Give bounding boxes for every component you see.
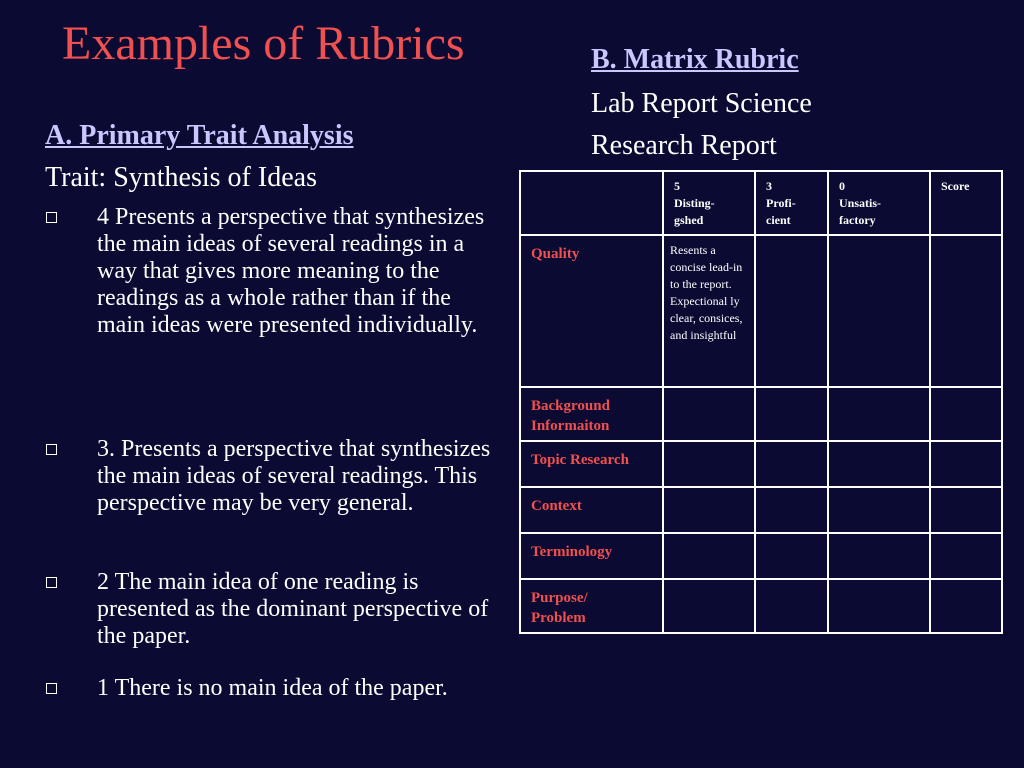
table-cell [828,441,930,487]
hollow-square-bullet-icon [46,444,57,455]
table-cell [828,533,930,579]
table-cell [755,235,828,387]
table-header-cell: 5 Disting- gshed [663,171,755,235]
table-row [520,533,1002,579]
list-item-text: 4 Presents a perspective that synthesizes the main ideas of several readings in a way that gives more meaning to the readings as a whole rather than if the main ideas were presented individually. [97,204,485,338]
table-row [520,387,1002,441]
list-item-text: 3. Presents a perspective that synthesizes the main ideas of several readings. This perspective may be very general. [97,436,491,516]
list-item [46,675,491,702]
section-b-heading: B. Matrix Rubric [591,44,799,75]
hollow-square-bullet-icon [46,577,57,588]
table-cell [828,387,930,441]
table-cell [930,235,1002,387]
table-row [520,579,1002,633]
table-cell [828,487,930,533]
hollow-square-bullet-icon [46,683,57,694]
list-item [46,204,491,339]
section-a-subheading: Trait: Synthesis of Ideas [45,162,317,193]
table-cell [930,387,1002,441]
table-header-cell: 3 Profi- cient [755,171,828,235]
table-row [520,441,1002,487]
table-cell [755,533,828,579]
criterion-cell: Topic Research [520,441,663,487]
table-cell [663,579,755,633]
section-a-heading: A. Primary Trait Analysis [45,120,354,151]
list-item-text: 2 The main idea of one reading is presented as the dominant perspective of the paper. [97,569,489,649]
table-cell [930,441,1002,487]
section-b-line-1: Lab Report Science [591,88,812,119]
criterion-cell: Background Informaiton [520,387,663,441]
table-header-cell: Score [930,171,1002,235]
list-item [46,569,491,650]
table-cell: Resents a concise lead-in to the report. Expectional ly clear, consices, and insightful [663,235,755,387]
criterion-cell: Purpose/ Problem [520,579,663,633]
table-cell [828,579,930,633]
table-cell [930,487,1002,533]
table-header-row [520,171,1002,235]
criterion-cell: Quality [520,235,663,387]
table-cell [755,579,828,633]
table-cell [663,487,755,533]
slide-title: Examples of Rubrics [62,17,465,70]
table-cell [930,533,1002,579]
table-cell [828,235,930,387]
list-item [46,436,491,517]
list-item-text: 1 There is no main idea of the paper. [97,675,448,701]
table-cell [930,579,1002,633]
table-cell [663,387,755,441]
table-cell [755,487,828,533]
table-cell [663,441,755,487]
table-cell [755,441,828,487]
table-cell [663,533,755,579]
criterion-cell: Terminology [520,533,663,579]
hollow-square-bullet-icon [46,212,57,223]
matrix-rubric-table [519,170,1003,634]
section-b-line-2: Research Report [591,130,777,161]
table-row [520,487,1002,533]
table-row [520,235,1002,387]
table-cell [755,387,828,441]
criterion-cell: Context [520,487,663,533]
table-header-cell: 0 Unsatis- factory [828,171,930,235]
table-header-cell [520,171,663,235]
